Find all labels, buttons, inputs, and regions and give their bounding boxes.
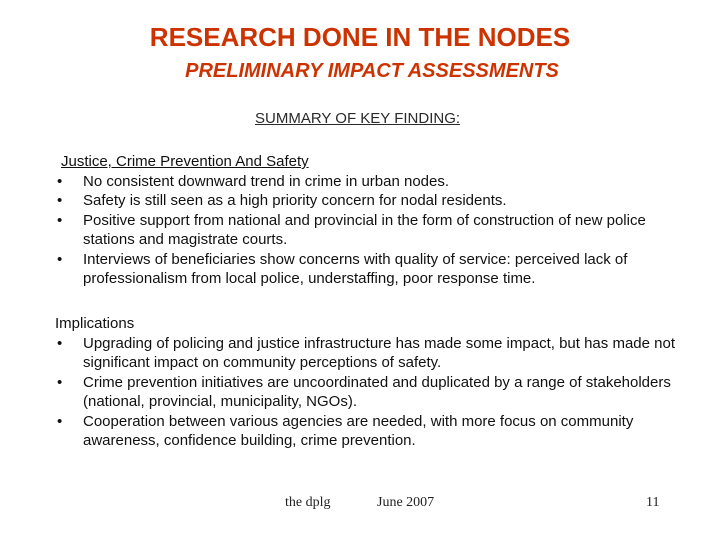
footer-date: June 2007	[377, 495, 435, 510]
list-item	[55, 373, 675, 412]
list-item-text: No consistent downward trend in crime in urban nodes.	[83, 172, 450, 190]
section-heading: Implications	[55, 315, 135, 332]
list-item-text: Upgrading of policing and justice infrastructure has made some impact, but has made not significant impact on community perceptions of safety.	[83, 334, 675, 371]
section-justice	[55, 152, 675, 289]
list-item	[55, 191, 675, 211]
list-item-text: Crime prevention initiatives are uncoordinated and duplicated by a range of stakeholders (national, provincial, municipality, NGOs).	[83, 373, 671, 410]
footer-org: the dplg	[285, 495, 331, 510]
list-item	[55, 412, 675, 451]
bullet-icon: •	[57, 250, 63, 268]
list-item	[55, 334, 675, 373]
page-number: 11	[646, 495, 660, 510]
bullet-icon: •	[57, 412, 63, 430]
list-item-text: Cooperation between various agencies are needed, with more focus on community awareness, confidence building, crime prevention.	[83, 412, 634, 449]
bullet-icon: •	[57, 192, 63, 209]
section-implications	[55, 314, 675, 451]
section-heading: Justice, Crime Prevention And Safety	[61, 153, 309, 170]
bullet-icon: •	[57, 334, 63, 352]
slide-title: RESEARCH DONE IN THE NODES	[149, 22, 571, 52]
bullet-icon: •	[57, 373, 63, 391]
implication-list	[55, 334, 675, 451]
finding-list	[55, 172, 675, 289]
list-item-text: Positive support from national and provincial in the form of construction of new police stations and magistrate courts.	[83, 211, 646, 248]
bullet-icon: •	[57, 211, 63, 229]
bullet-icon: •	[57, 172, 63, 190]
list-item	[55, 250, 675, 289]
slide-subtitle: PRELIMINARY IMPACT ASSESSMENTS	[185, 60, 559, 82]
summary-heading: SUMMARY OF KEY FINDING:	[255, 110, 461, 127]
list-item-text: Interviews of beneficiaries show concerns with quality of service: perceived lack of professionalism from local police, understaffing, poor response time.	[83, 250, 628, 287]
list-item	[55, 211, 675, 250]
list-item-text: Safety is still seen as a high priority concern for nodal residents.	[83, 192, 507, 209]
list-item	[55, 172, 675, 192]
